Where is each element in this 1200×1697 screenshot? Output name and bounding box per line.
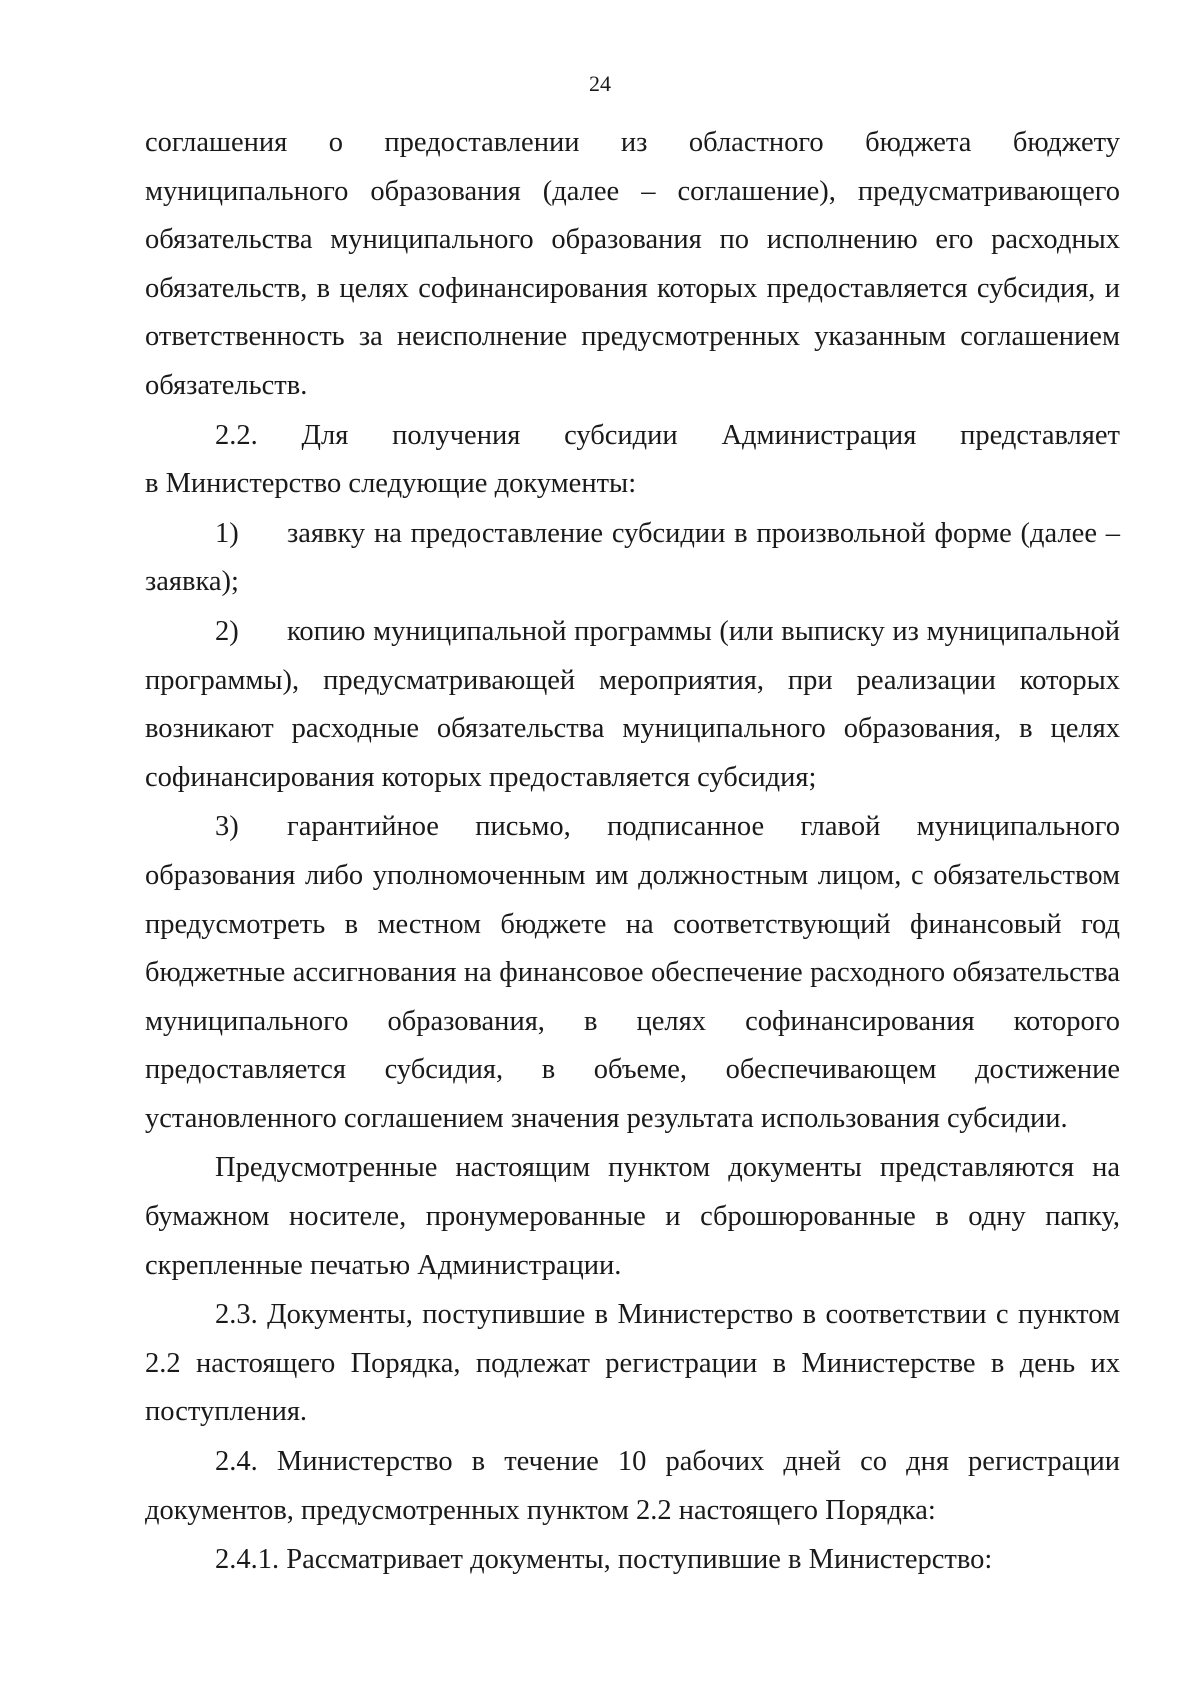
document-body <box>145 119 1120 1585</box>
list-item-2-text: копию муниципальной программы (или выписку из муниципальной программы), предусматривающей мероприятия, при реализации которых возникают расходные обязательства муниципального образования, в целях софинансирования которых предоставляется субсидия; <box>145 615 1120 793</box>
list-item-1-text: заявку на предоставление субсидии в произвольной форме (далее – заявка); <box>145 517 1120 598</box>
paragraph-2-2-second-line: в Министерство следующие документы: <box>145 468 637 500</box>
list-item-1-number: 1) <box>215 517 239 549</box>
list-item-2-number: 2) <box>215 615 239 647</box>
page-number: 24 <box>589 71 611 96</box>
paragraph-2-4: 2.4. Министерство в течение 10 рабочих дней со дня регистрации документов, предусмотренных пунктом 2.2 настоящего Порядка: <box>145 1446 1120 1526</box>
list-item-1 <box>145 510 1120 607</box>
list-item-3 <box>145 803 1120 1143</box>
paragraph-2-4-1: 2.4.1. Рассматривает документы, поступившие в Министерство: <box>215 1544 993 1576</box>
paragraph-agreement-continuation: соглашения о предоставлении из областного бюджета бюджету муниципального образования (далее – соглашение), предусматривающего обязательства муниципального образования по исполнению его расходных обязательств, в целях софинансирования которых предоставляется субсидия, и ответственность за неисполнение предусмотренных указанным соглашением обязательств. <box>145 127 1120 401</box>
list-item-2 <box>145 608 1120 802</box>
paragraph-documents-format: Предусмотренные настоящим пунктом документы представляются на бумажном носителе, пронумерованные и сброшюрованные в одну папку, скрепленные печатью Администрации. <box>145 1152 1120 1281</box>
list-item-3-text: гарантийное письмо, подписанное главой муниципального образования либо уполномоченным им должностным лицом, с обязательством предусмотреть в местном бюджете на соответствующий финансовый год бюджетные ассигнования на финансовое обеспечение расходного обязательства муниципального образования, в целях софинансирования которого предоставляется субсидия, в объеме, обеспечивающем достижение установленного соглашением значения результата использования субсидии. <box>145 811 1120 1134</box>
paragraph-2-2-heading-line: 2.2. Для получения субсидии Администрация представляет <box>215 419 1120 451</box>
paragraph-2-3: 2.3. Документы, поступившие в Министерство в соответствии с пунктом 2.2 настоящего Порядка, подлежат регистрации в Министерстве в день их поступления. <box>145 1299 1120 1428</box>
list-item-3-number: 3) <box>215 811 239 843</box>
